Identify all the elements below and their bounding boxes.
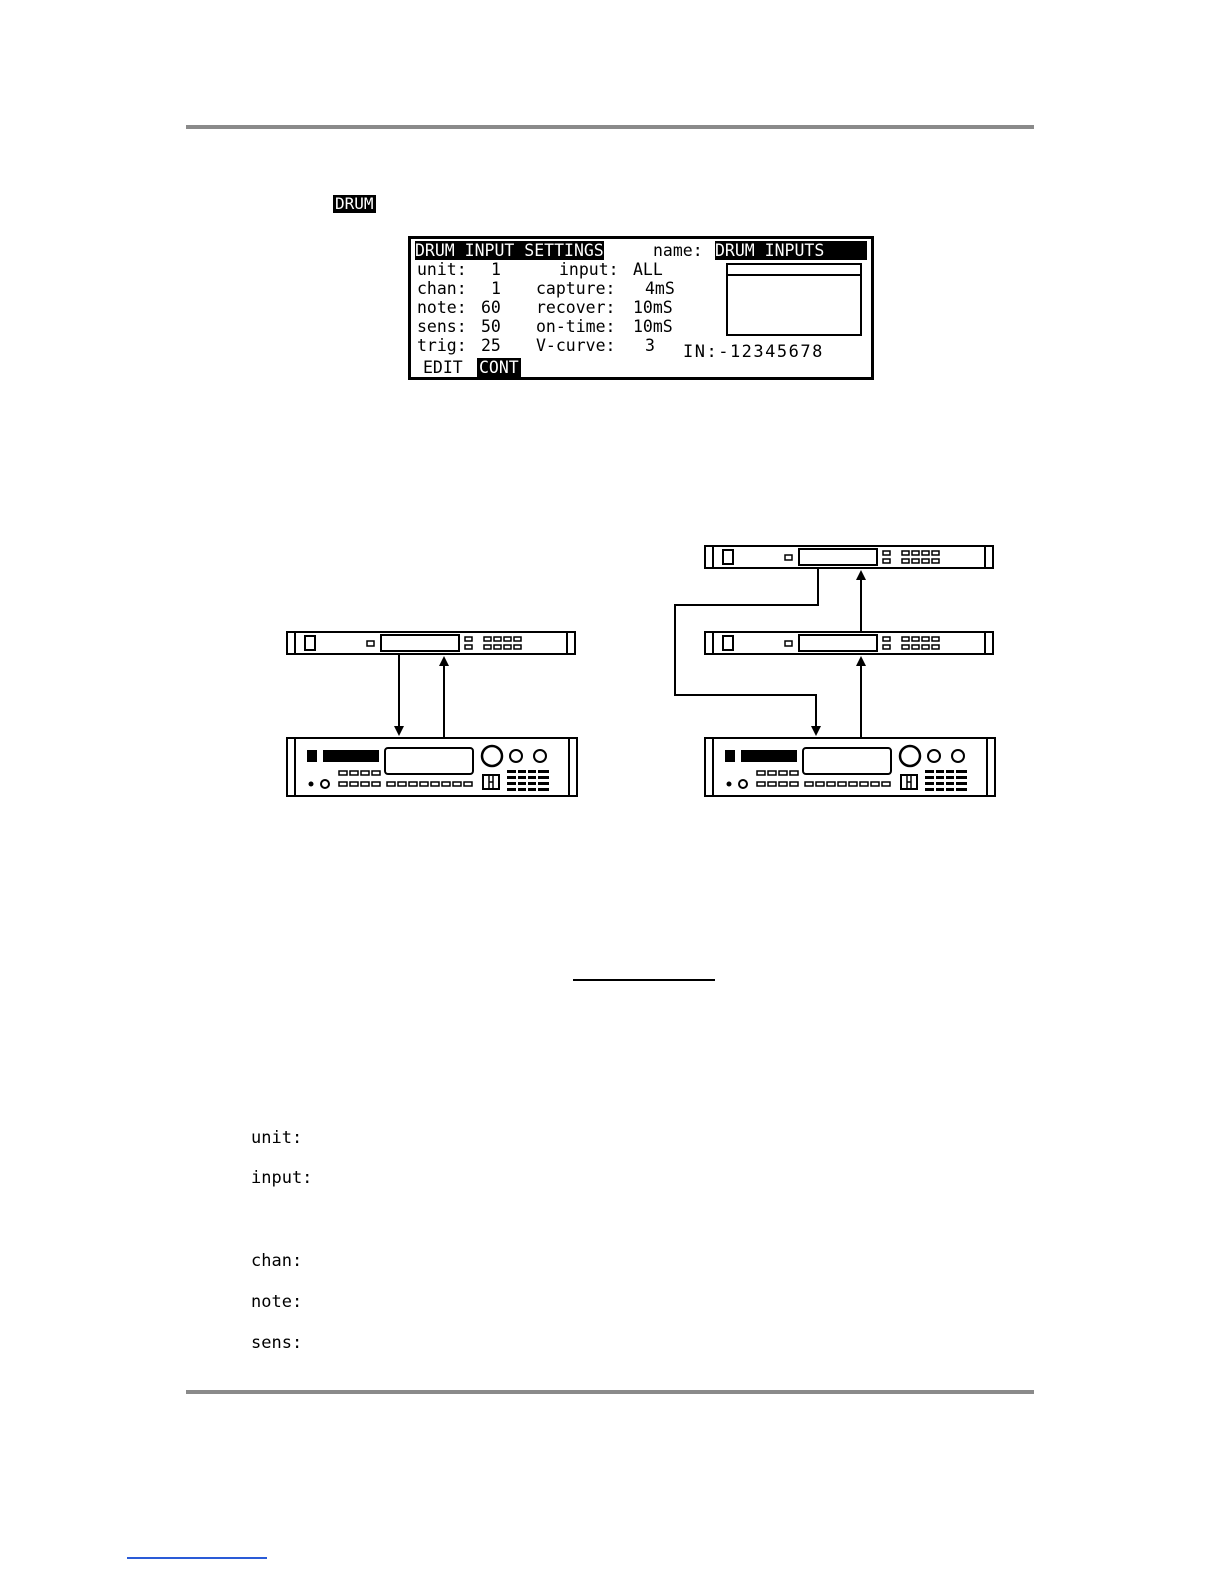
lcd-trig-value[interactable]: 25 — [481, 336, 501, 355]
left-sampler-unit — [287, 738, 577, 796]
lcd-trig-label: trig: — [417, 336, 467, 355]
param-chan: chan: — [251, 1251, 303, 1271]
softkey-cont[interactable]: CONT — [479, 358, 519, 377]
drum-mode-chip: DRUM — [335, 194, 374, 213]
footer-link-underline[interactable] — [127, 1557, 267, 1559]
lcd-unit-value[interactable]: 1 — [491, 260, 501, 279]
param-input: input: — [251, 1168, 313, 1188]
lcd-ontime-value[interactable]: 10mS — [633, 317, 673, 336]
lcd-capture-value[interactable]: 4mS — [645, 279, 675, 298]
text-link-underline[interactable] — [573, 979, 715, 981]
right-sampler-unit — [705, 738, 995, 796]
lcd-chan-value[interactable]: 1 — [491, 279, 501, 298]
lcd-recover-label: recover: — [536, 298, 616, 317]
lcd-sens-label: sens: — [417, 317, 467, 336]
lcd-in-indicator: IN:-12345678 — [683, 342, 824, 362]
lcd-title: DRUM INPUT SETTINGS — [415, 241, 604, 260]
lcd-chan-label: chan: — [417, 279, 467, 298]
bottom-rule — [186, 1390, 1034, 1394]
lcd-note-label: note: — [417, 298, 467, 317]
lcd-input-value[interactable]: ALL — [633, 260, 663, 279]
lcd-sens-value[interactable]: 50 — [481, 317, 501, 336]
param-note: note: — [251, 1292, 303, 1312]
softkey-edit[interactable]: EDIT — [423, 358, 463, 377]
lcd-name-value[interactable]: DRUM INPUTS — [715, 241, 867, 260]
lcd-name-label: name: — [653, 241, 703, 260]
param-unit: unit: — [251, 1128, 303, 1148]
lcd-unit-label: unit: — [417, 260, 467, 279]
right-mid-expander-unit — [705, 632, 993, 654]
param-sens: sens: — [251, 1333, 303, 1353]
lcd-vcurve-label: V-curve: — [536, 336, 616, 355]
lcd-input-label: input: — [559, 260, 619, 279]
lcd-vcurve-value[interactable]: 3 — [645, 336, 655, 355]
right-top-expander-unit — [705, 546, 993, 568]
left-expander-unit — [287, 632, 575, 654]
lcd-ontime-label: on-time: — [536, 317, 616, 336]
lcd-capture-label: capture: — [536, 279, 616, 298]
lcd-recover-value[interactable]: 10mS — [633, 298, 673, 317]
lcd-note-value[interactable]: 60 — [481, 298, 501, 317]
